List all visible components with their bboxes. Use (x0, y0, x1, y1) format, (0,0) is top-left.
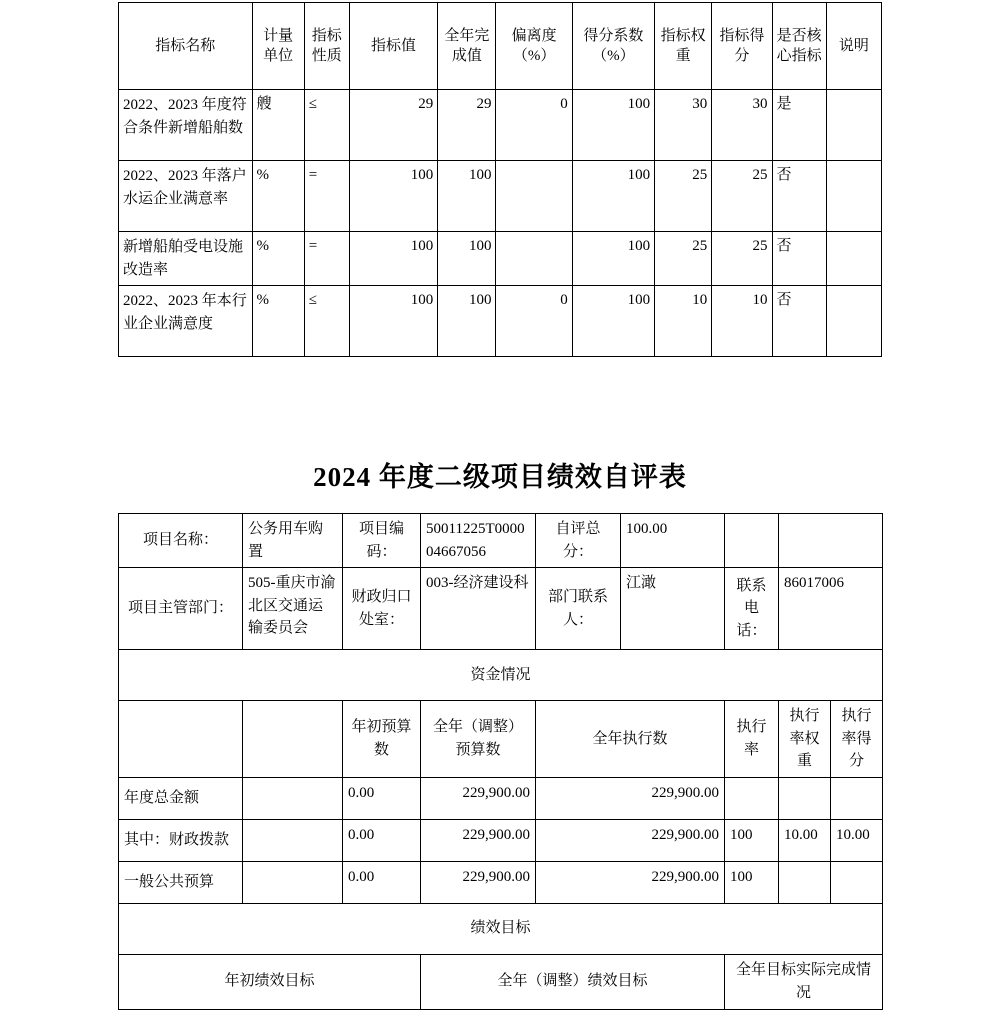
indicator-target-value: 29 (349, 90, 437, 161)
indicator-weight: 30 (655, 90, 712, 161)
header-unit: 计量单位 (252, 3, 304, 90)
value-dept: 505-重庆市渝北区交通运输委员会 (243, 568, 343, 650)
indicator-note (826, 90, 881, 161)
funds-row-blank (243, 819, 343, 861)
funds-row-executed: 229,900.00 (536, 861, 725, 903)
funds-header-initial-budget: 年初预算数 (343, 701, 421, 778)
goals-header-initial: 年初绩效目标 (119, 954, 421, 1009)
indicator-weight: 25 (655, 161, 712, 232)
funds-row-adjusted-budget: 229,900.00 (421, 777, 536, 819)
header-deviation: 偏离度（%） (496, 3, 572, 90)
funds-header-executed: 全年执行数 (536, 701, 725, 778)
goals-header-actual: 全年目标实际完成情况 (725, 954, 883, 1009)
funds-row-initial-budget: 0.00 (343, 861, 421, 903)
funds-row-adjusted-budget: 229,900.00 (421, 861, 536, 903)
indicator-note (826, 232, 881, 286)
indicator-property: ≤ (304, 286, 349, 357)
indicator-score: 25 (712, 232, 772, 286)
funds-row-blank (243, 861, 343, 903)
funds-row-execution-score: 10.00 (831, 819, 883, 861)
table-row (119, 286, 882, 357)
table-row (119, 819, 883, 861)
label-contact: 部门联系人： (536, 568, 621, 650)
indicator-property: = (304, 161, 349, 232)
header-target-value: 指标值 (349, 3, 437, 90)
indicator-table (118, 2, 882, 357)
funds-header-blank2 (243, 701, 343, 778)
funds-row-blank (243, 777, 343, 819)
header-score: 指标得分 (712, 3, 772, 90)
table-row-funds-header (119, 701, 883, 778)
indicator-name: 2022、2023 年度符合条件新增船舶数 (119, 90, 253, 161)
funds-section-label: 资金情况 (119, 650, 883, 701)
selfeval-table (118, 513, 883, 1010)
funds-row-execution-weight (779, 861, 831, 903)
indicator-is-core: 否 (772, 286, 826, 357)
funds-row-label: 其中：财政拨款 (119, 819, 243, 861)
indicator-score-coefficient: 100 (572, 232, 654, 286)
indicator-name: 2022、2023 年落户水运企业满意率 (119, 161, 253, 232)
label-project-name: 项目名称： (119, 514, 243, 568)
header-is-core: 是否核心指标 (772, 3, 826, 90)
indicator-actual-value: 100 (438, 161, 496, 232)
funds-row-adjusted-budget: 229,900.00 (421, 819, 536, 861)
table-row-goals-header (119, 954, 883, 1009)
label-total-score: 自评总分： (536, 514, 621, 568)
spacer-cell (725, 514, 779, 568)
indicator-weight: 25 (655, 232, 712, 286)
indicator-score-coefficient: 100 (572, 286, 654, 357)
header-score-coefficient: 得分系数（%） (572, 3, 654, 90)
table-row-project-info (119, 514, 883, 568)
indicator-score-coefficient: 100 (572, 161, 654, 232)
funds-row-label: 一般公共预算 (119, 861, 243, 903)
table-row (119, 861, 883, 903)
funds-row-initial-budget: 0.00 (343, 819, 421, 861)
value-office: 003-经济建设科 (421, 568, 536, 650)
indicator-target-value: 100 (349, 161, 437, 232)
goals-section-label: 绩效目标 (119, 903, 883, 954)
goals-header-adjusted: 全年（调整）绩效目标 (421, 954, 725, 1009)
funds-row-label: 年度总金额 (119, 777, 243, 819)
table-row (119, 90, 882, 161)
indicator-score: 30 (712, 90, 772, 161)
indicator-is-core: 否 (772, 232, 826, 286)
indicator-table-header-row (119, 3, 882, 90)
value-phone: 86017006 (779, 568, 883, 650)
spacer-cell (779, 514, 883, 568)
header-indicator-name: 指标名称 (119, 3, 253, 90)
label-dept: 项目主管部门： (119, 568, 243, 650)
indicator-unit: 艘 (252, 90, 304, 161)
funds-row-initial-budget: 0.00 (343, 777, 421, 819)
indicator-is-core: 否 (772, 161, 826, 232)
indicator-name: 2022、2023 年本行业企业满意度 (119, 286, 253, 357)
header-weight: 指标权重 (655, 3, 712, 90)
value-project-code: 50011225T000004667056 (421, 514, 536, 568)
table-row (119, 232, 882, 286)
indicator-unit: % (252, 161, 304, 232)
indicator-target-value: 100 (349, 286, 437, 357)
indicator-score: 25 (712, 161, 772, 232)
indicator-target-value: 100 (349, 232, 437, 286)
page-title: 2024 年度二级项目绩效自评表 (313, 462, 687, 492)
label-project-code: 项目编码： (343, 514, 421, 568)
indicator-deviation (496, 161, 572, 232)
indicator-score: 10 (712, 286, 772, 357)
funds-row-execution-score (831, 861, 883, 903)
label-office: 财政归口处室： (343, 568, 421, 650)
indicator-actual-value: 100 (438, 232, 496, 286)
indicator-deviation (496, 232, 572, 286)
selfeval-table-wrapper (118, 513, 883, 1010)
indicator-deviation: 0 (496, 286, 572, 357)
funds-row-execution-rate: 100 (725, 819, 779, 861)
table-row-dept-info (119, 568, 883, 650)
indicator-property: ≤ (304, 90, 349, 161)
funds-header-execution-weight: 执行率权重 (779, 701, 831, 778)
funds-header-execution-rate: 执行率 (725, 701, 779, 778)
indicator-actual-value: 29 (438, 90, 496, 161)
indicator-weight: 10 (655, 286, 712, 357)
funds-row-executed: 229,900.00 (536, 819, 725, 861)
funds-row-executed: 229,900.00 (536, 777, 725, 819)
value-project-name: 公务用车购置 (243, 514, 343, 568)
indicator-name: 新增船舶受电设施改造率 (119, 232, 253, 286)
header-note: 说明 (826, 3, 881, 90)
value-total-score: 100.00 (621, 514, 725, 568)
funds-row-execution-rate: 100 (725, 861, 779, 903)
indicator-actual-value: 100 (438, 286, 496, 357)
header-actual-value: 全年完成值 (438, 3, 496, 90)
table-row (119, 161, 882, 232)
indicator-score-coefficient: 100 (572, 90, 654, 161)
funds-header-adjusted-budget: 全年（调整）预算数 (421, 701, 536, 778)
indicator-note (826, 161, 881, 232)
funds-header-blank1 (119, 701, 243, 778)
header-property: 指标性质 (304, 3, 349, 90)
indicator-table-wrapper (118, 2, 882, 357)
table-row-goals-band (119, 903, 883, 954)
indicator-unit: % (252, 286, 304, 357)
funds-header-execution-score: 执行率得分 (831, 701, 883, 778)
table-row-funds-band (119, 650, 883, 701)
label-phone: 联系电话： (725, 568, 779, 650)
funds-row-execution-rate (725, 777, 779, 819)
indicator-unit: % (252, 232, 304, 286)
funds-row-execution-weight: 10.00 (779, 819, 831, 861)
indicator-deviation: 0 (496, 90, 572, 161)
table-row (119, 777, 883, 819)
funds-row-execution-score (831, 777, 883, 819)
value-contact: 江澉 (621, 568, 725, 650)
indicator-is-core: 是 (772, 90, 826, 161)
funds-row-execution-weight (779, 777, 831, 819)
indicator-note (826, 286, 881, 357)
indicator-property: = (304, 232, 349, 286)
